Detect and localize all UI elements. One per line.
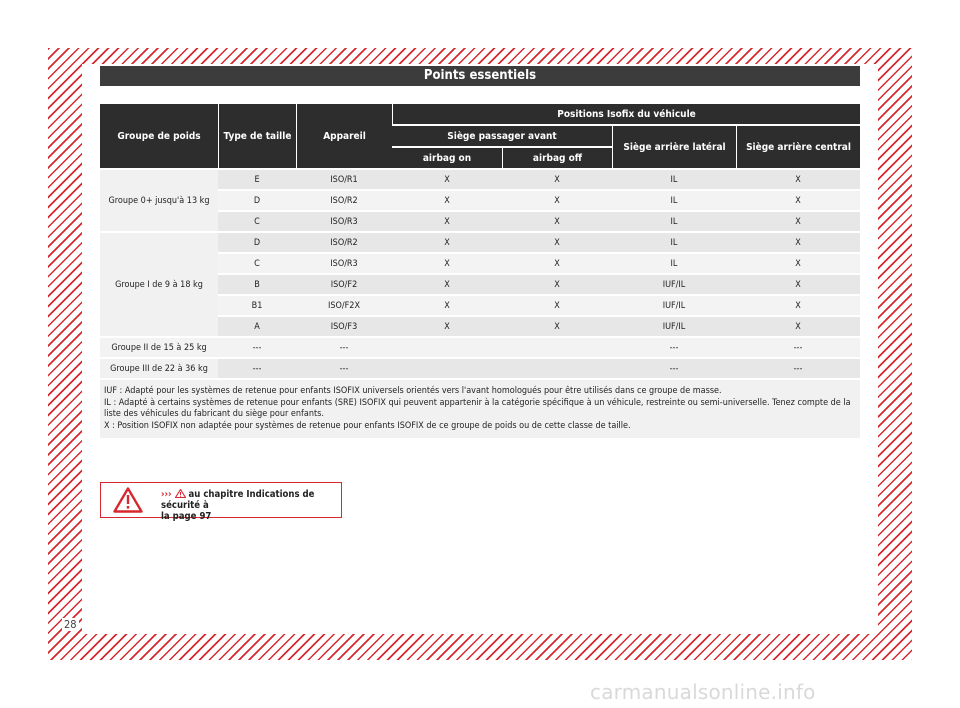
- table-cell: A: [218, 317, 296, 336]
- table-cell: ISO/R2: [296, 233, 392, 252]
- table-cell: ---: [296, 359, 392, 378]
- table-cell: IL: [612, 254, 736, 273]
- table-cell: X: [736, 191, 860, 210]
- table-cell: D: [218, 191, 296, 210]
- table-cell: ---: [736, 338, 860, 357]
- header-size-type: Type de taille: [218, 104, 296, 168]
- arrows-icon: ›››: [161, 489, 172, 500]
- group-label: Groupe II de 15 à 25 kg: [100, 338, 218, 357]
- table-cell: C: [218, 212, 296, 231]
- safety-warning-box: [100, 482, 342, 522]
- table-cell: X: [502, 275, 612, 294]
- section-banner: Points essentiels: [100, 66, 860, 86]
- table-cell: B1: [218, 296, 296, 315]
- table-cell: X: [502, 296, 612, 315]
- table-cell: X: [736, 233, 860, 252]
- table-cell: [392, 359, 502, 378]
- table-cell: ISO/R3: [296, 254, 392, 273]
- table-row: [100, 233, 860, 252]
- header-front-passenger: Siège passager avant: [392, 126, 612, 146]
- table-cell: X: [392, 170, 502, 189]
- header-airbag-off: airbag off: [502, 148, 612, 168]
- group-label: Groupe 0+ jusqu'à 13 kg: [100, 170, 218, 231]
- table-cell: ISO/F2: [296, 275, 392, 294]
- table-cell: IUF/IL: [612, 275, 736, 294]
- table-cell: X: [736, 317, 860, 336]
- table-cell: ISO/R1: [296, 170, 392, 189]
- table-cell: X: [392, 233, 502, 252]
- table-cell: ---: [736, 359, 860, 378]
- table-cell: X: [736, 212, 860, 231]
- table-cell: ---: [612, 359, 736, 378]
- group-label: Groupe I de 9 à 18 kg: [100, 233, 218, 336]
- table-cell: IUF/IL: [612, 317, 736, 336]
- warning-text-line2: la page 97: [161, 511, 212, 522]
- page-number: 28: [64, 618, 77, 631]
- table-cell: X: [502, 170, 612, 189]
- table-cell: IL: [612, 212, 736, 231]
- table-cell: IUF/IL: [612, 296, 736, 315]
- table-cell: X: [502, 212, 612, 231]
- table-cell: IL: [612, 191, 736, 210]
- header-positions: Positions Isofix du véhicule: [392, 104, 860, 124]
- table-cell: [502, 359, 612, 378]
- table-cell: X: [736, 275, 860, 294]
- table-cell: ---: [612, 338, 736, 357]
- table-cell: ISO/F2X: [296, 296, 392, 315]
- note-x: X : Position ISOFIX non adaptée pour systèmes de retenue pour enfants ISOFIX de ce groupe de poids ou de cette classe de taille.: [104, 420, 631, 431]
- table-row: [100, 170, 860, 189]
- table-body: [100, 170, 860, 438]
- watermark: carmanualsonline.info: [590, 680, 816, 704]
- note-iuf: IUF : Adapté pour les systèmes de retenue pour enfants ISOFIX universels orientés vers l'avant homologués pour être utilisés dans ce groupe de masse.: [104, 386, 722, 396]
- table-cell: X: [392, 296, 502, 315]
- table-cell: X: [736, 170, 860, 189]
- mini-warning-icon: [175, 489, 186, 498]
- note-il: IL : Adapté à certains systèmes de retenue pour enfants (SRE) ISOFIX qui peuvent appartenir à la catégorie spécifique à un véhicule, restreinte ou semi-universelle. Tenez compte de la liste des véhicules du fabricant du siège pour enfants.: [104, 397, 851, 419]
- table-cell: ISO/F3: [296, 317, 392, 336]
- table-cell: ISO/R3: [296, 212, 392, 231]
- table-cell: X: [502, 254, 612, 273]
- table-cell: E: [218, 170, 296, 189]
- table-cell: X: [502, 191, 612, 210]
- notes-row: [100, 380, 860, 438]
- table-cell: X: [392, 212, 502, 231]
- table-cell: X: [736, 296, 860, 315]
- table-cell: D: [218, 233, 296, 252]
- group-label: Groupe III de 22 à 36 kg: [100, 359, 218, 378]
- header-rear-center: Siège arrière central: [736, 126, 860, 168]
- warning-reference[interactable]: [161, 489, 339, 522]
- table-cell: C: [218, 254, 296, 273]
- table-cell: X: [736, 254, 860, 273]
- table-cell: [392, 338, 502, 357]
- header-weight-group: Groupe de poids: [100, 104, 218, 168]
- table-cell: B: [218, 275, 296, 294]
- page-content: [82, 64, 878, 634]
- warning-triangle-icon: [113, 487, 143, 513]
- warning-text-line1: au chapitre Indications de sécurité à: [161, 489, 315, 511]
- table-row: [100, 359, 860, 378]
- header-rear-side: Siège arrière latéral: [612, 126, 736, 168]
- table-cell: ---: [218, 359, 296, 378]
- table-cell: ---: [296, 338, 392, 357]
- table-cell: X: [502, 233, 612, 252]
- table-cell: IL: [612, 233, 736, 252]
- table-cell: X: [392, 317, 502, 336]
- table-cell: X: [392, 275, 502, 294]
- table-cell: [502, 338, 612, 357]
- table-cell: IL: [612, 170, 736, 189]
- table-cell: X: [392, 191, 502, 210]
- table-cell: X: [502, 317, 612, 336]
- header-airbag-on: airbag on: [392, 148, 502, 168]
- table-cell: X: [392, 254, 502, 273]
- header-device: Appareil: [296, 104, 392, 168]
- table-row: [100, 338, 860, 357]
- isofix-table: [100, 102, 860, 440]
- table-notes: [100, 380, 860, 438]
- table-cell: ---: [218, 338, 296, 357]
- table-cell: ISO/R2: [296, 191, 392, 210]
